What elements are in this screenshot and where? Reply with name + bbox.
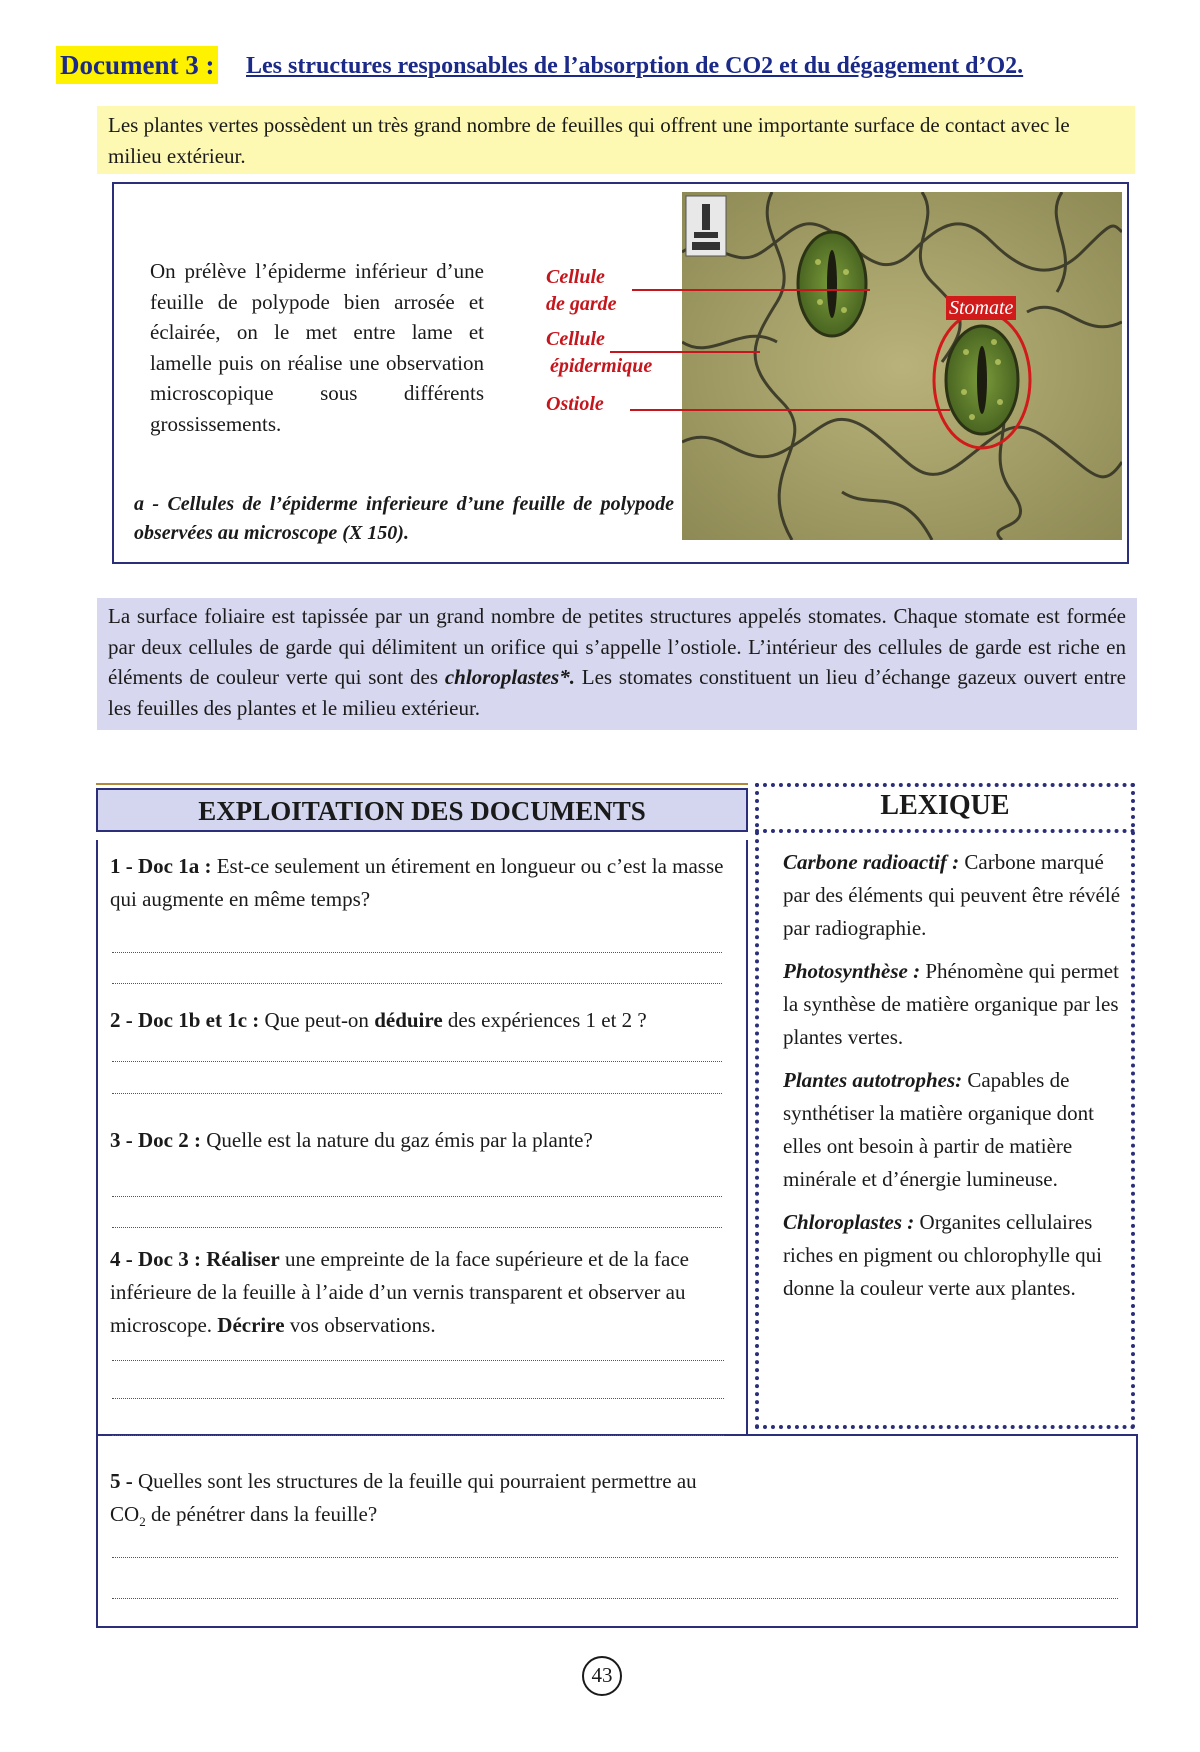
lexique-term: Plantes autotrophes:: [783, 1068, 963, 1092]
question-2-number: 2 - Doc 1b et 1c :: [110, 1008, 260, 1032]
answer-line[interactable]: [112, 1227, 722, 1228]
lexique-term: Chloroplastes :: [783, 1210, 915, 1234]
lexique-heading: LEXIQUE: [755, 783, 1135, 833]
label-pointer-lines: [600, 250, 1120, 430]
question-4-text-a: une empreinte de la face supérieure et de la face inférieure de la feuille à l’aide d’un vernis transparent et observer au microscope.: [110, 1247, 689, 1337]
question-2: [110, 1004, 760, 1037]
answer-line[interactable]: [112, 1093, 722, 1094]
answer-line[interactable]: [112, 1435, 724, 1436]
question-5-text-b: de pénétrer dans la feuille?: [145, 1502, 378, 1526]
label-cellule-epidermique-line1: Cellule: [546, 328, 605, 350]
question-4-number: 4 - Doc 3 :: [110, 1247, 201, 1271]
answer-line[interactable]: [112, 1196, 722, 1197]
question-3-text: Quelle est la nature du gaz émis par la plante?: [200, 1128, 593, 1152]
answer-line[interactable]: [112, 1557, 1118, 1558]
stomata-text-part1: La surface foliaire est tapissée par un grand nombre de petites structures appelés stomates. Chaque stomate est formée par deux cellules de garde qui délimitent un orifice qui s’appelle l’ostiole. L’intérieur des cellules de garde est riche en éléments de couleur verte qui sont des: [108, 604, 1126, 689]
lexique-definition: Organites cellulaires riches en pigment ou chlorophylle qui donne la couleur verte aux plantes.: [783, 1210, 1103, 1300]
figure-caption: a - Cellules de l’épiderme inferieure d’une feuille de polypode observées au microscope (X 150).: [134, 493, 674, 544]
answer-line[interactable]: [112, 983, 722, 984]
observation-text: On prélève l’épiderme inférieur d’une feuille de polypode bien arrosée et éclairée, on le met entre lame et lamelle puis on réalise une observation microscopique sous différents grossissements.: [150, 259, 484, 436]
document-label: Document 3 :: [56, 46, 218, 84]
document-title: Les structures responsables de l’absorption de CO2 et du dégagement d’O2.: [246, 53, 1024, 79]
lexique-entry: [783, 846, 1128, 945]
label-cellule-epidermique-line2: épidermique: [550, 355, 653, 377]
label-stomate: Stomate: [946, 296, 1016, 320]
question-4: [110, 1243, 742, 1342]
lexique-definition: Phénomène qui permet la synthèse de matière organique par les plantes vertes.: [783, 959, 1119, 1049]
answer-line[interactable]: [112, 1598, 1118, 1599]
question-5: [110, 1465, 730, 1538]
lexique-entries: [783, 846, 1128, 1315]
question-3: [110, 1124, 750, 1157]
label-cellule-garde-line1: Cellule: [546, 266, 605, 288]
lexique-definition: Capables de synthétiser la matière organique dont elles ont besoin à partir de matière minérale et d’énergie lumineuse.: [783, 1068, 1095, 1191]
stomata-text-part2: Les stomates constituent un lieu d’échange gazeux ouvert entre les feuilles des plantes et le milieu extérieur.: [108, 665, 1126, 720]
question-4-bold-decrire: Décrire: [217, 1313, 285, 1337]
answer-line[interactable]: [112, 952, 722, 953]
intro-text: Les plantes vertes possèdent un très grand nombre de feuilles qui offrent une importante surface de contact avec le milieu extérieur.: [108, 113, 1070, 168]
question-3-number: 3 - Doc 2 :: [110, 1128, 201, 1152]
answer-line[interactable]: [112, 1398, 724, 1399]
question-1: [110, 850, 750, 916]
answer-line[interactable]: [112, 1360, 724, 1361]
lexique-entry: [783, 1206, 1128, 1305]
stomata-chloroplastes-term: chloroplastes*.: [444, 665, 575, 689]
label-ostiole: Ostiole: [546, 393, 604, 415]
lexique-entry: [783, 1064, 1128, 1196]
question-4-bold-realiser: Réaliser: [200, 1247, 280, 1271]
question-1-text: Est-ce seulement un étirement en longueur ou c’est la masse qui augmente en même temps?: [110, 854, 724, 911]
lexique-definition: Carbone marqué par des éléments qui peuvent être révélé par radiographie.: [783, 850, 1121, 940]
question-5-text-a: Quelles sont les structures de la feuille qui pourraient permettre au CO: [110, 1469, 697, 1526]
question-1-number: 1 - Doc 1a :: [110, 854, 212, 878]
lexique-term: Carbone radioactif :: [783, 850, 960, 874]
answer-line[interactable]: [112, 1061, 722, 1062]
exploitation-top-rule: [96, 783, 748, 785]
lexique-entry: [783, 955, 1128, 1054]
page-number: 43: [582, 1656, 622, 1696]
microscope-icon: [686, 196, 726, 256]
question-4-text-b: vos observations.: [284, 1313, 436, 1337]
label-cellule-garde-line2: de garde: [546, 293, 617, 315]
question-5-subscript: 2: [139, 1514, 146, 1530]
question-2-text-a: Que peut-on: [259, 1008, 375, 1032]
question-2-bold: déduire: [374, 1008, 443, 1032]
stomata-description: [108, 601, 1126, 723]
lexique-term: Photosynthèse :: [783, 959, 921, 983]
question-2-text-b: des expériences 1 et 2 ?: [442, 1008, 647, 1032]
question-5-number: 5 -: [110, 1469, 133, 1493]
exploitation-heading: EXPLOITATION DES DOCUMENTS: [96, 788, 748, 832]
